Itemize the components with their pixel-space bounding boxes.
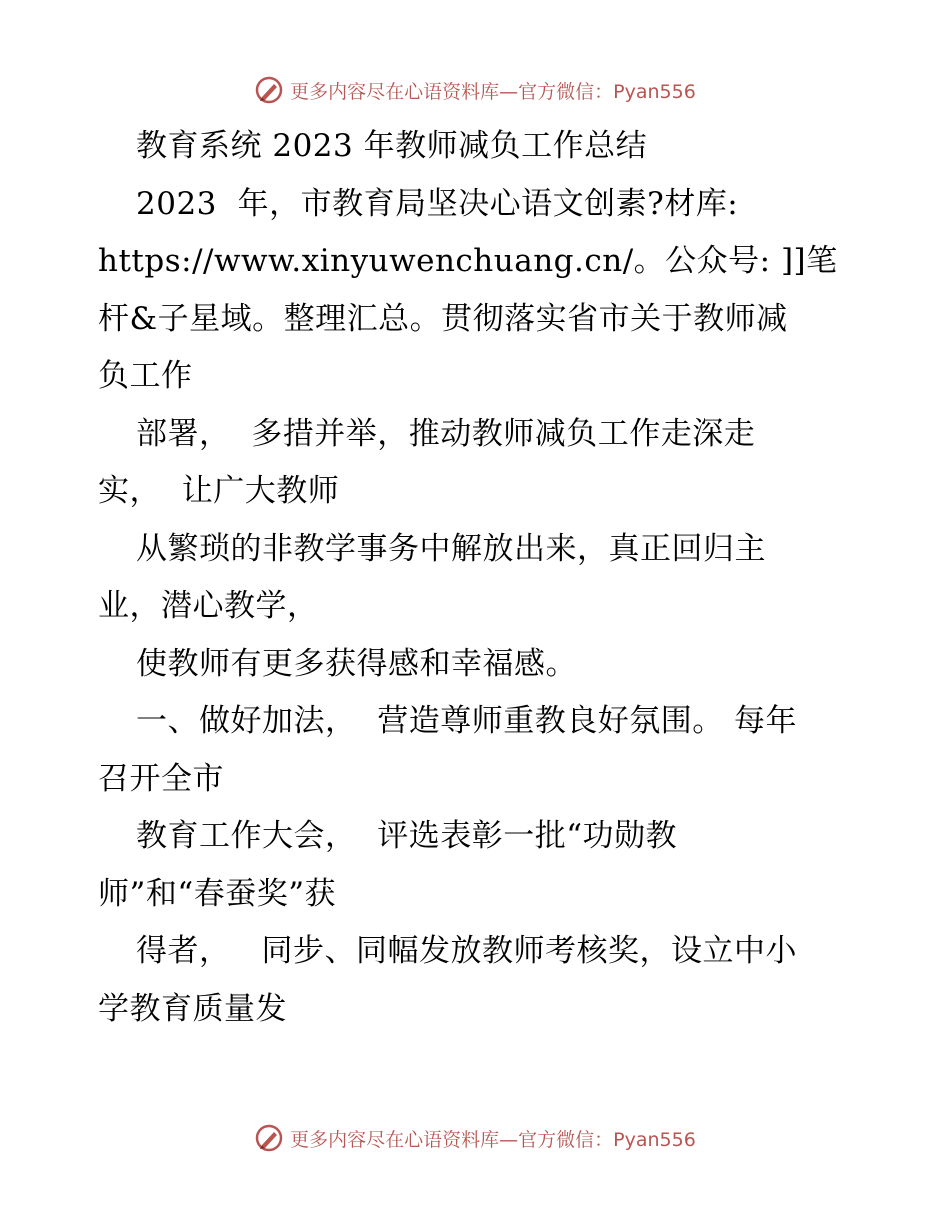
paragraph-line: 部署， 多措并举，推动教师减负工作走深走: [136, 415, 756, 452]
document-title: 教育系统 2023 年教师减负工作总结: [136, 128, 648, 164]
paragraph-line: 从繁琐的非教学事务中解放出来，真正回归主: [136, 530, 766, 567]
pen-logo-icon: [254, 75, 284, 105]
paragraph-line: 杆&子星域。整理汇总。贯彻落实省市关于教师减: [98, 300, 788, 337]
footer-banner: [0, 1121, 950, 1155]
header-banner-text: 更多内容尽在心语资料库—官方微信：Pyan556: [290, 80, 696, 103]
paragraph-line: 师”和“春蚕奖”获: [98, 875, 337, 912]
footer-banner-text: 更多内容尽在心语资料库—官方微信：Pyan556: [290, 1128, 696, 1151]
paragraph-line: 2023 年，市教育局坚决心语文创素?材库:: [136, 185, 739, 222]
paragraph-line: 教育工作大会， 评选表彰一批“功勋教: [136, 818, 678, 854]
paragraph-line: 业，潜心教学，: [98, 588, 319, 624]
header-banner: [0, 73, 950, 107]
paragraph-line: 召开全市: [98, 760, 224, 797]
section-heading-line: 一、做好加法， 营造尊师重教良好氛围。 每年: [136, 703, 798, 739]
paragraph-line: 使教师有更多获得感和幸福感。: [136, 645, 577, 682]
paragraph-line: 学教育质量发: [98, 990, 287, 1027]
paragraph-line: https://www.xinyuwenchuang.cn/。公众号: ]]笔: [98, 243, 838, 279]
paragraph-line: 负工作: [98, 358, 193, 394]
pen-logo-icon: [254, 1123, 284, 1153]
paragraph-line: 实， 让广大教师: [98, 473, 340, 509]
document-body: [98, 118, 858, 1038]
paragraph-line: 得者， 同步、同幅发放教师考核奖，设立中小: [136, 933, 798, 969]
